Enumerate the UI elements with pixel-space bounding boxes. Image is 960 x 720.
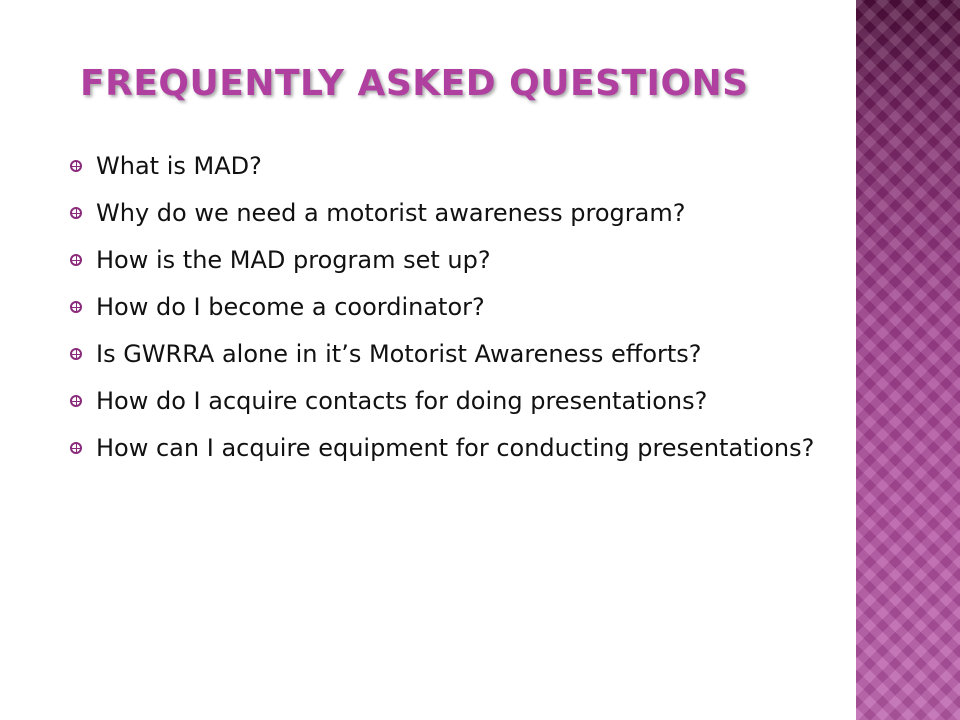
faq-item-text: How is the MAD program set up? — [96, 246, 491, 274]
faq-item-what-is-mad — [70, 150, 850, 182]
circled-plus-icon — [70, 254, 82, 266]
decorative-side-band — [856, 0, 960, 720]
slide-title: FREQUENTLY ASKED QUESTIONS — [80, 63, 749, 104]
faq-item-text: How do I become a coordinator? — [96, 293, 485, 321]
faq-item-why-program — [70, 197, 850, 229]
circled-plus-icon — [70, 395, 82, 407]
faq-item-acquire-contacts — [70, 385, 850, 417]
faq-item-text: How can I acquire equipment for conducting presentations? — [96, 434, 815, 462]
faq-item-become-coordinator — [70, 291, 850, 323]
faq-item-text: Is GWRRA alone in it’s Motorist Awareness efforts? — [96, 340, 702, 368]
circled-plus-icon — [70, 348, 82, 360]
circled-plus-icon — [70, 442, 82, 454]
faq-item-program-setup — [70, 244, 850, 276]
faq-item-acquire-equipment — [70, 432, 850, 464]
circled-plus-icon — [70, 207, 82, 219]
faq-item-text: What is MAD? — [96, 152, 262, 180]
faq-item-text: How do I acquire contacts for doing presentations? — [96, 387, 708, 415]
faq-item-text: Why do we need a motorist awareness program? — [96, 199, 686, 227]
circled-plus-icon — [70, 301, 82, 313]
faq-item-gwrra-alone — [70, 338, 850, 370]
circled-plus-icon — [70, 160, 82, 172]
faq-list — [70, 150, 850, 479]
